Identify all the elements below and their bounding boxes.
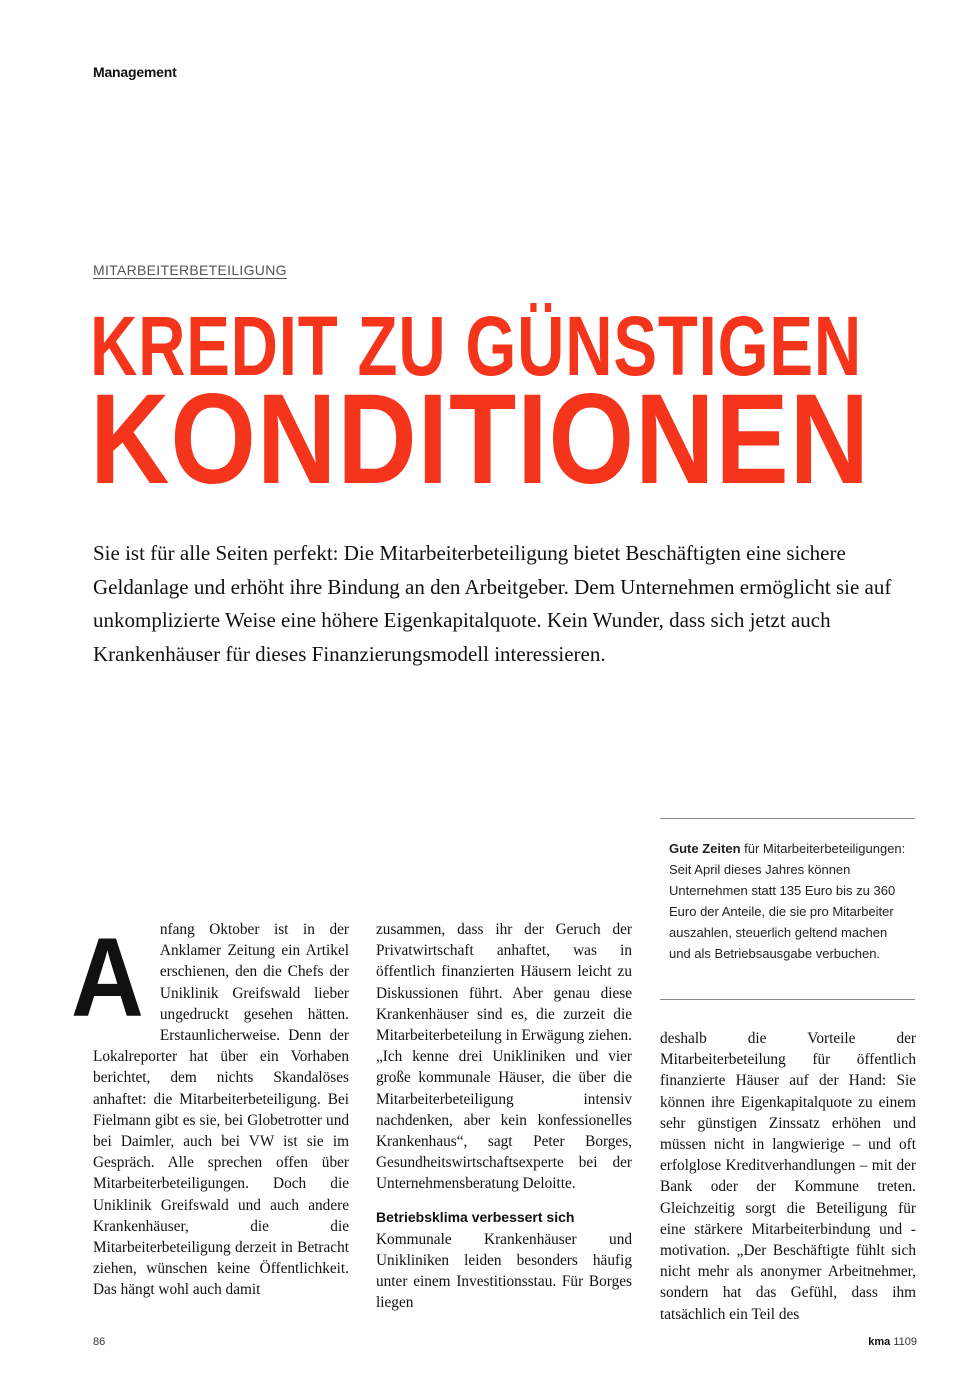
body-column-3 <box>660 1028 916 1325</box>
drop-cap: A <box>71 915 144 1040</box>
headline-line-1: KREDIT ZU GÜNSTIGEN <box>90 299 862 393</box>
body-text-column-3: deshalb die Vorteile der Mitarbeiterbeteilung für öffentlich finanzierte Häuser auf der Hand: Sie können ihre Eigenkapitalquote zu einem sehr günstigen Zinssatz erhöhen und müssen nicht in langwierige – und oft erfolglose Kreditverhandlungen – mit der Bank oder der Kommune treten. Gleichzeitig sorgt die Beteiligung für eine stärkere Mitarbeiterbindung und -motivation. „Der Beschäftigte fühlt sich nicht mehr als anonymer Arbeitnehmer, sondern hat das Gefühl, dass ihm tatsächlich ein Teil des <box>660 1030 916 1323</box>
page-number: 86 <box>93 1336 106 1348</box>
caption-bottom-rule <box>660 999 915 1000</box>
body-text-column-2-continued: Kommunale Krankenhäuser und Unikliniken leiden besonders häufig unter einem Investitionsstau. Für Borges liegen <box>376 1230 632 1312</box>
headline-line-2: KONDITIONEN <box>90 368 871 511</box>
publication-brand: kma <box>868 1336 891 1348</box>
article-kicker: MITARBEITERBETEILIGUNG <box>93 262 287 278</box>
body-column-1 <box>71 915 349 1301</box>
subheading: Betriebsklima verbessert sich <box>376 1208 575 1225</box>
image-caption <box>669 838 907 964</box>
caption-top-rule <box>660 818 915 819</box>
body-text-column-2: zusammen, dass ihr der Geruch der Privatwirtschaft anhaftet, was in öffentlich finanzierten Häusern leicht zu Diskussionen führt. Aber genau diese Krankenhäuser sind es, die zurzeit die Mitarbeiterbeteilung in Erwägung ziehen. „Ich kenne drei Unikliniken und vier große kommunale Häuser, die über die Mitarbeiterbeteiligung intensiv nachdenken, aber kein konfessionelles Krankenhaus“, sagt Peter Borges, Gesundheitswirtschaftsexperte bei der Unternehmensberatung Deloitte. <box>376 921 632 1193</box>
caption-bold-lead: Gute Zeiten <box>669 841 741 856</box>
body-column-2 <box>376 919 632 1314</box>
footer-publication <box>868 1336 917 1348</box>
issue-number: 1109 <box>893 1336 917 1348</box>
body-text-column-1: nfang Oktober ist in der Anklamer Zeitung ein Artikel erschienen, den die Chefs der Uniklinik Greifswald lieber ungedruckt gesehen hätten. Erstaunlicherweise. Denn der Lokalreporter hat über ein Vorhaben berichtet, dem nichts Skandalöses anhaftet: die Mitarbeiterbeteiligung. Bei Fielmann gibt es sie, bei Globetrotter und bei Daimler, auch bei VW ist sie im Gespräch. Alle sprechen offen über Mitarbeiterbeteiligungen. Doch die Uniklinik Greifswald und auch andere Krankenhäuser, die die Mitarbeiterbeteiligung derzeit in Betracht ziehen, wünschen keine Öffentlichkeit. Das hängt wohl auch damit <box>93 921 349 1299</box>
lead-paragraph: Sie ist für alle Seiten perfekt: Die Mitarbeiterbeteiligung bietet Beschäftigten eine sichere Geldanlage und erhöht ihre Bindung an den Arbeitgeber. Dem Unternehmen ermöglicht sie auf unkomplizierte Weise eine höhere Eigenkapitalquote. Kein Wunder, dass sich jetzt auch Krankenhäuser für dieses Finanzierungsmodell interessieren. <box>93 541 892 666</box>
section-label: Management <box>93 64 177 80</box>
caption-text: für Mitarbeiterbeteiligungen: Seit April dieses Jahres können Unternehmen statt 135 Euro bis zu 360 Euro der Anteile, die sie pro Mitarbeiter auszahlen, steuerlich geltend machen und als Betriebsausgabe verbuchen. <box>669 841 906 961</box>
